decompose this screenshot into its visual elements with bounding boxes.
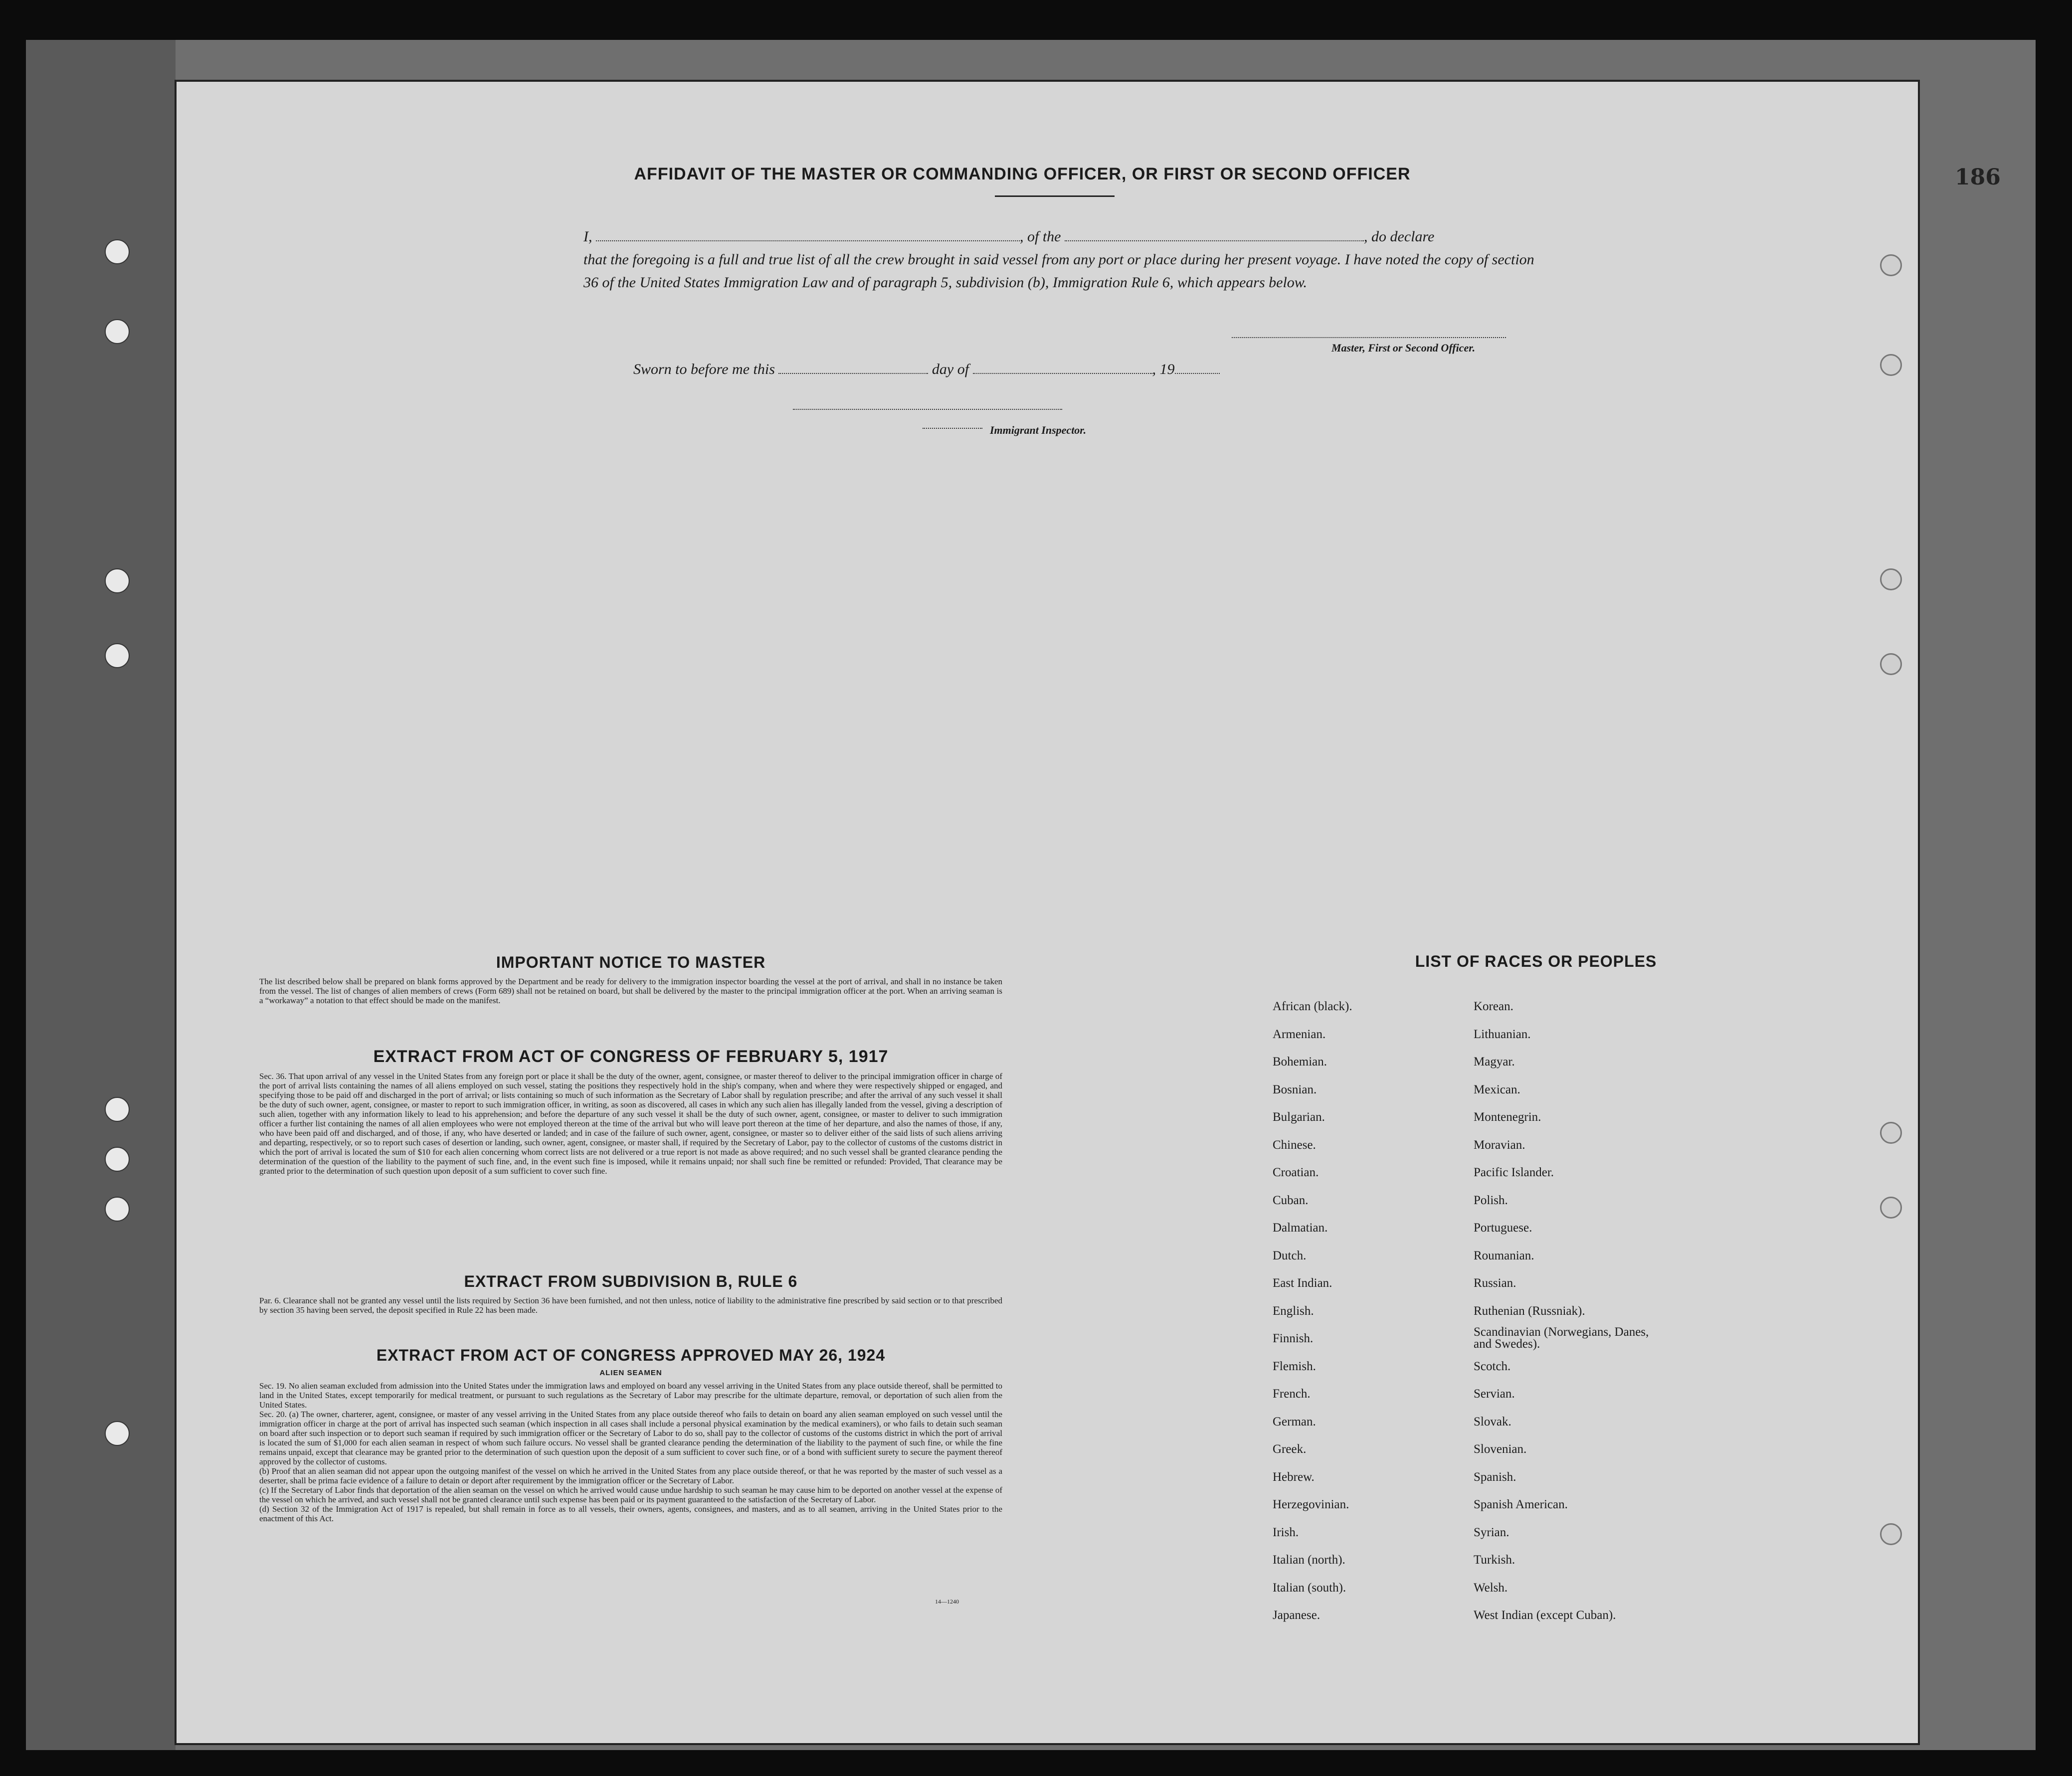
page-hole (1880, 1523, 1902, 1545)
extract-rule6-section (259, 1272, 1002, 1315)
binder-hole (105, 1147, 130, 1172)
page-hole (1880, 653, 1902, 675)
race-item: African (black). (1273, 1000, 1352, 1013)
race-item: Italian (south). (1273, 1581, 1346, 1595)
race-item: Bohemian. (1273, 1055, 1327, 1068)
binder-hole (105, 1197, 130, 1222)
sworn-line: Sworn to before me this day of , 19 (633, 361, 1220, 378)
race-item: Slovenian. (1474, 1442, 1527, 1456)
race-item: Bulgarian. (1273, 1110, 1325, 1124)
title-rule (995, 195, 1115, 197)
race-item: Roumanian. (1474, 1249, 1534, 1262)
extract-1924-section (259, 1346, 1002, 1523)
race-item: Korean. (1474, 1000, 1513, 1013)
binder-strip (26, 40, 176, 1750)
race-item: Cuban. (1273, 1194, 1309, 1207)
race-item: Scotch. (1474, 1360, 1511, 1373)
declaration-line1: I, , of the , do declare (583, 228, 1435, 245)
master-label: Master, First or Second Officer. (1331, 342, 1476, 354)
page-hole (1880, 354, 1902, 376)
race-item: English. (1273, 1304, 1314, 1318)
inspector-signature-line[interactable] (793, 409, 1062, 410)
page-hole (1880, 1122, 1902, 1144)
extract-1924-p5: (d) Section 32 of the Immigration Act of 1917 is repealed, but shall remain in force as to all vessels, their owners, agents, consignees, and masters, and as to all seamen, arriving in the United States prior to the enactment of this Act. (259, 1504, 1002, 1523)
binder-hole (105, 1421, 130, 1446)
race-item: Lithuanian. (1474, 1028, 1531, 1041)
declaration-body: that the foregoing is a full and true list of all the crew brought in said vessel from any port or place during her present voyage. I have noted the copy of section 36 of the United States Immigration Law and of paragraph 5, subdivision (b), Immigration Rule 6, which appears below. (583, 251, 1534, 291)
races-title: LIST OF RACES OR PEOPLES (1415, 952, 1657, 970)
race-item: Pacific Islander. (1474, 1166, 1554, 1179)
race-item: Montenegrin. (1474, 1110, 1541, 1124)
extract-rule6-text: Par. 6. Clearance shall not be granted any vessel until the lists required by Section 36 have been furnished, and not then unless, notice of liability to the administrative fine prescribed by said section or to that prescribed by section 35 having been served, the deposit specified in Rule 22 has been made. (259, 1296, 1002, 1315)
vessel-name-field[interactable] (1065, 229, 1364, 241)
race-item: Portuguese. (1474, 1221, 1532, 1235)
notice-text: The list described below shall be prepared on blank forms approved by the Department and be ready for delivery to the immigration inspector boarding the vessel at the port of arrival, and shall in no instance be taken from the vessel. The list of changes of alien members of crews (Form 689) shall not be retained on board, but shall be delivered by the master to the principal immigration officer at the port. When an arriving seaman is a “workaway” a notation to that effect should be made on the manifest. (259, 977, 1002, 1005)
inspector-short-line (923, 428, 982, 429)
race-item: German. (1273, 1415, 1316, 1428)
sworn-month-field[interactable] (973, 362, 1152, 374)
race-item: Magyar. (1474, 1055, 1515, 1068)
extract-rule6-title: EXTRACT FROM SUBDIVISION B, RULE 6 (464, 1272, 798, 1290)
extract-1924-p2: Sec. 20. (a) The owner, charterer, agent, consignee, or master of any vessel arriving in the United States from any place outside thereof who fails to detain on board any alien seaman employed on such vessel until the immigration officer in charge at the port of arrival has inspected such seaman (which inspection in all cases shall include a personal physical examination by the medical examiners), or who fails to detain such seaman on board after such inspection or to deport such seaman if required by such immigration officer or the Secretary of Labor to do so, shall pay to the collector of customs of the customs district in which the port of arrival is located the sum of $1,000 for each alien seaman in respect of whom such failure occurs. No vessel shall be granted clearance pending the determination of the liability to the payment of such fine, or while the fine remains unpaid, except that clearance may be granted prior to the determination of such question upon the deposit of a sum sufficient to cover such fine, or of a bond with sufficient surety to secure the payment thereof approved by the collector of customs. (259, 1410, 1002, 1466)
race-item: West Indian (except Cuban). (1474, 1608, 1616, 1622)
binder-hole (105, 643, 130, 668)
race-item: Bosnian. (1273, 1083, 1317, 1096)
extract-1924-title: EXTRACT FROM ACT OF CONGRESS APPROVED MAY 26, 1924 (376, 1346, 886, 1364)
race-item: French. (1273, 1387, 1311, 1401)
master-signature-line[interactable] (1232, 337, 1506, 338)
race-item: Chinese. (1273, 1138, 1316, 1152)
race-item: Finnish. (1273, 1332, 1314, 1345)
race-item: Herzegovinian. (1273, 1498, 1349, 1511)
race-item: Syrian. (1474, 1526, 1509, 1539)
race-item: Slovak. (1474, 1415, 1511, 1428)
race-item: Turkish. (1474, 1553, 1515, 1567)
extract-1924-p3: (b) Proof that an alien seaman did not appear upon the outgoing manifest of the vessel on which he arrived in the United States from any place outside thereof, or that he was reported by the master of such vessel as a deserter, shall be prima facie evidence of a failure to detain or deport after requirement by the immigration officer or the Secretary of Labor. (259, 1466, 1002, 1485)
race-item: Italian (north). (1273, 1553, 1345, 1567)
binder-hole (105, 319, 130, 344)
master-name-field[interactable] (596, 229, 1020, 241)
race-item: Welsh. (1474, 1581, 1508, 1595)
binder-hole (105, 239, 130, 264)
race-item: Ruthenian (Russniak). (1474, 1304, 1585, 1318)
race-item: Polish. (1474, 1194, 1508, 1207)
extract-1924-subtitle: ALIEN SEAMEN (599, 1369, 662, 1377)
page-hole (1880, 568, 1902, 590)
notice-section (259, 953, 1002, 1005)
sworn-day-field[interactable] (778, 362, 928, 374)
binder-hole (105, 568, 130, 593)
race-item: Spanish American. (1474, 1498, 1568, 1511)
extract-1924-p4: (c) If the Secretary of Labor finds that deportation of the alien seaman on the vessel on which he arrived would cause undue hardship to such seaman he may cause him to be deported on another vessel at the expense of the vessel on which he arrived, and such vessel shall not be granted clearance until such expense has been paid or its payment guaranteed to the satisfaction of the Secretary of Labor. (259, 1485, 1002, 1504)
binder-hole (105, 1097, 130, 1122)
race-item: East Indian. (1273, 1276, 1332, 1290)
extract-1917-title: EXTRACT FROM ACT OF CONGRESS OF FEBRUARY 5, 1917 (373, 1047, 889, 1066)
race-item: Japanese. (1273, 1608, 1320, 1622)
extract-1917-text: Sec. 36. That upon arrival of any vessel in the United States from any foreign port or place it shall be the duty of the owner, agent, consignee, or master thereof to deliver to the principal immigration officer in charge of the port of arrival lists containing the names of all aliens employed on such vessel, stating the positions they respectively hold in the ship's company, when and where they were respectively shipped or engaged, and specifying those to be paid off and discharged in the port of arrival; or lists containing so much of such information as the Secretary of Labor shall by regulation prescribe; and after the arrival of any such vessel it shall be the duty of such owner, agent, consignee, or master to report to such immigration officer, in writing, as soon as discovered, all cases in which any such alien has illegally landed from the vessel, giving a description of such alien, together with any information likely to lead to his apprehension; and before the departure of any such vessel it shall be the duty of such owner, agent, consignee, or master to deliver to such immigration officer a further list containing the names of all alien employees who were not employed thereon at the time of the arrival but who will leave port thereon at the time of her departure, and also the names of those, if any, who have been paid off and discharged, and of those, if any, who have deserted or landed; and in case of the failure of such owner, agent, consignee, or master so to deliver either of the said lists of such aliens arriving and departing, respectively, or so to report such cases of desertion or landing, such owner, agent, consignee, or master shall, if required by the Secretary of Labor, pay to the collector of customs of the customs district in which the port of arrival is located the sum of $10 for each alien concerning whom correct lists are not delivered or a true report is not made as above required; and no such vessel shall be granted clearance pending the determination of the question of the liability to the payment of such fine, and, in the event such fine is imposed, while it remains unpaid; nor shall such fine be remitted or refunded: Provided, That clearance may be granted prior to the determination of such question upon deposit of a sum sufficient to cover such fine. (259, 1071, 1002, 1176)
race-item: Scandinavian (Norwegians, Danes, and Swedes). (1474, 1325, 1649, 1351)
page-hole (1880, 254, 1902, 276)
race-item: Armenian. (1273, 1028, 1326, 1041)
affidavit-declaration (583, 225, 1551, 294)
race-item: Spanish. (1474, 1470, 1516, 1484)
race-item: Russian. (1474, 1276, 1516, 1290)
race-item: Hebrew. (1273, 1470, 1315, 1484)
race-item: Dutch. (1273, 1249, 1307, 1262)
race-item: Croatian. (1273, 1166, 1319, 1179)
race-item: Moravian. (1474, 1138, 1525, 1152)
race-item: Irish. (1273, 1526, 1299, 1539)
race-item: Dalmatian. (1273, 1221, 1328, 1235)
page-number: 186 (1955, 165, 2001, 190)
race-item: Mexican. (1474, 1083, 1520, 1096)
extract-1917-section (259, 1047, 1002, 1176)
notice-title: IMPORTANT NOTICE TO MASTER (496, 953, 766, 971)
sworn-year-field[interactable] (1175, 362, 1220, 374)
race-item: Greek. (1273, 1442, 1307, 1456)
form-number: 14—1240 (935, 1598, 959, 1605)
race-item: Servian. (1474, 1387, 1515, 1401)
inspector-label: Immigrant Inspector. (990, 424, 1087, 436)
race-item: Flemish. (1273, 1360, 1316, 1373)
extract-1924-p1: Sec. 19. No alien seaman excluded from admission into the United States under the immigration laws and employed on board any vessel arriving in the United States from any place outside thereof, shall be permitted to land in the United States, except temporarily for medical treatment, or pursuant to such regulations as the Secretary of Labor may prescribe for the ultimate departure, removal, or deportation of such alien from the United States. (259, 1381, 1002, 1410)
page-hole (1880, 1197, 1902, 1219)
affidavit-title: AFFIDAVIT OF THE MASTER OR COMMANDING OFFICER, OR FIRST OR SECOND OFFICER (634, 165, 1411, 183)
